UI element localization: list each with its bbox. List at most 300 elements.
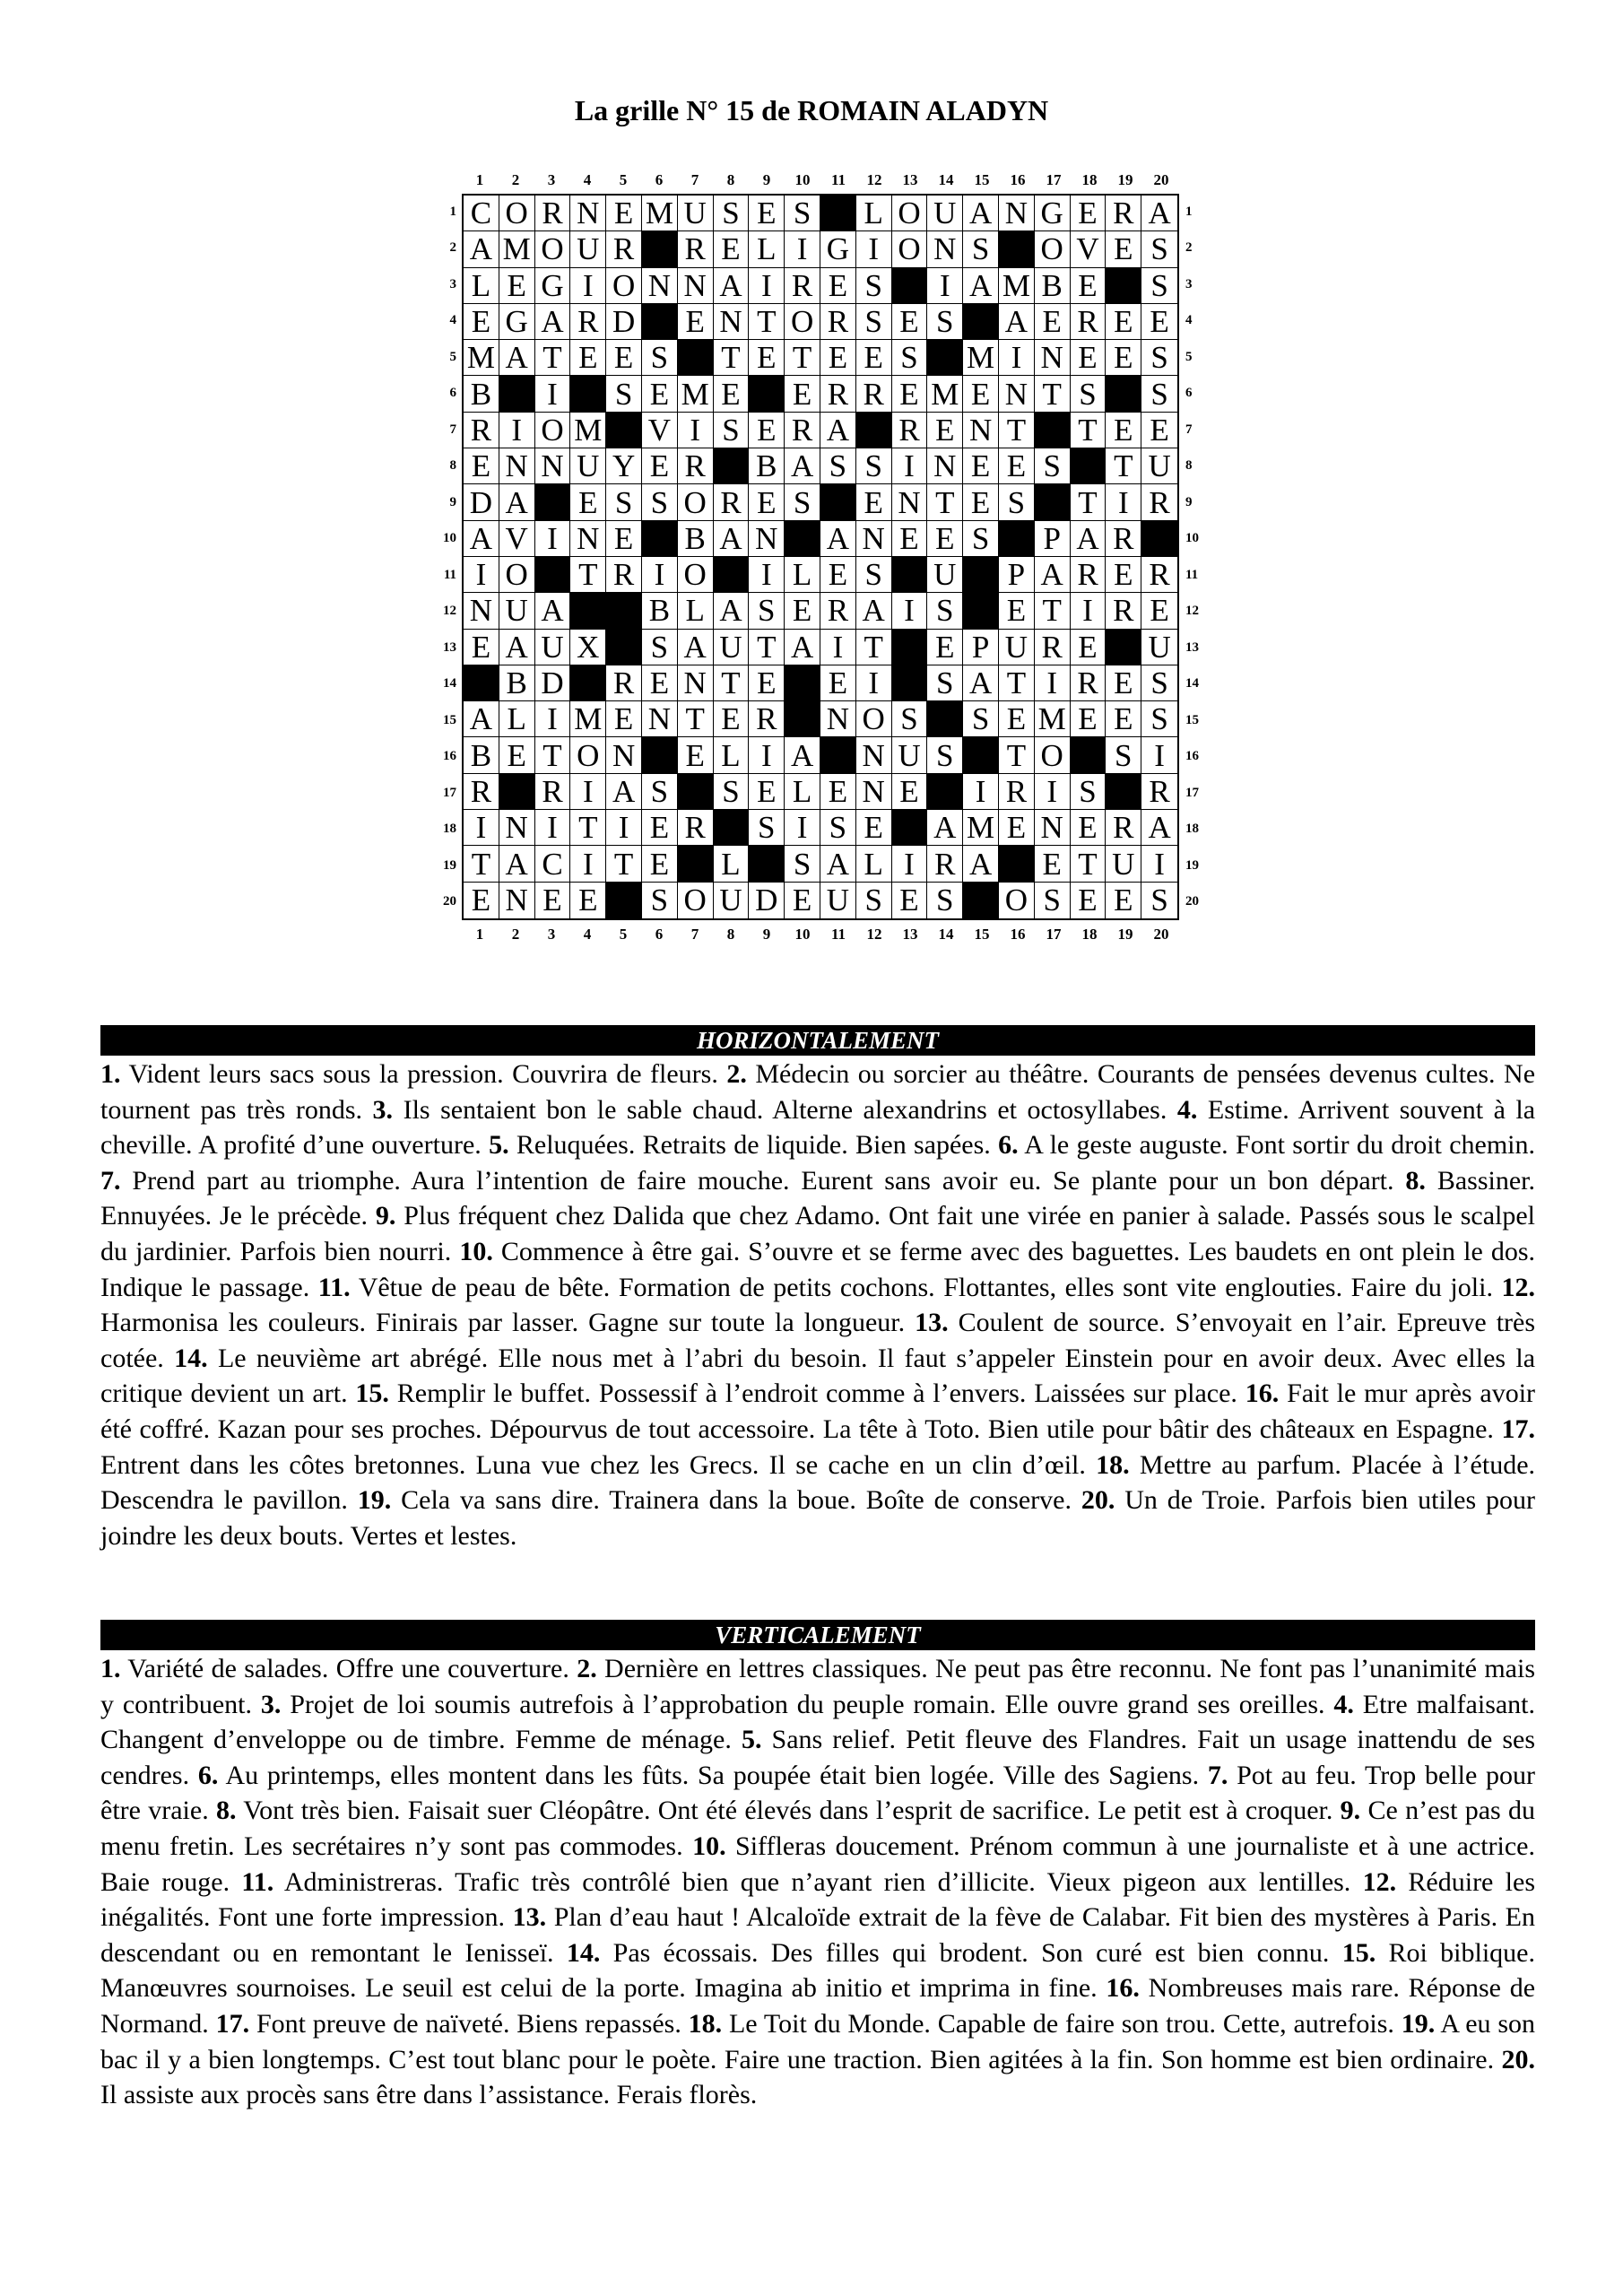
grid-cell: E — [1106, 665, 1141, 701]
grid-cell: I — [1106, 484, 1141, 520]
grid-cell: B — [464, 737, 499, 773]
grid-cell: R — [1141, 774, 1177, 810]
grid-cell: S — [714, 413, 750, 448]
clue-number: 3. — [372, 1094, 394, 1125]
row-number: 16 — [1185, 749, 1199, 764]
black-cell — [963, 557, 999, 593]
grid-cell: R — [856, 376, 892, 412]
grid-cell: T — [464, 846, 499, 882]
grid-cell: T — [749, 304, 785, 340]
clue-number: 10. — [692, 1831, 726, 1861]
clue-text: Variété de salades. Offre une couverture. — [127, 1654, 569, 1683]
grid-cell: E — [820, 268, 856, 304]
grid-cell: I — [892, 448, 928, 484]
black-cell — [606, 593, 642, 629]
row-number: 19 — [1185, 857, 1199, 873]
grid-cell: A — [785, 448, 820, 484]
column-number: 16 — [1010, 926, 1026, 943]
clue-number: 8. — [216, 1796, 237, 1826]
clue-number: 15. — [1341, 1937, 1376, 1968]
grid-cell: U — [570, 231, 606, 267]
grid-cell: A — [464, 701, 499, 737]
grid-cell: O — [856, 701, 892, 737]
grid-cell: G — [535, 268, 571, 304]
column-number: 10 — [794, 926, 811, 943]
grid-cell: R — [1106, 521, 1141, 557]
grid-cell: S — [927, 883, 963, 918]
grid-cell: C — [464, 196, 499, 231]
black-cell — [999, 521, 1035, 557]
grid-cell: A — [785, 630, 820, 665]
grid-cell: E — [1071, 883, 1107, 918]
black-cell — [999, 846, 1035, 882]
clue-text: Il assiste aux procès sans être dans l’assistance. Ferais florès. — [100, 2080, 758, 2110]
grid-cell: T — [999, 737, 1035, 773]
grid-cell: E — [1106, 231, 1141, 267]
grid-cell: E — [856, 810, 892, 846]
grid-cell: B — [499, 665, 535, 701]
column-number: 14 — [938, 926, 954, 943]
grid-cell: E — [892, 883, 928, 918]
grid-cell: D — [749, 883, 785, 918]
grid-cell: A — [606, 774, 642, 810]
grid-cell: L — [785, 774, 820, 810]
grid-cell: R — [1071, 557, 1107, 593]
grid-cell: E — [785, 883, 820, 918]
grid-cell: E — [892, 376, 928, 412]
clue-text: Entrent dans les côtes bretonnes. Luna vue chez les Grecs. Il se cache en un clin d’œil. — [100, 1449, 1086, 1480]
grid-cell: I — [856, 231, 892, 267]
clue-number: 9. — [375, 1201, 396, 1231]
column-number: 12 — [866, 926, 882, 943]
grid-cell: I — [1071, 593, 1107, 629]
grid-cell: E — [678, 304, 714, 340]
black-cell — [892, 810, 928, 846]
black-cell — [606, 883, 642, 918]
grid-cell: O — [678, 557, 714, 593]
clue-number: 10. — [459, 1236, 493, 1266]
grid-cell: E — [820, 340, 856, 376]
grid-cell: E — [642, 448, 678, 484]
grid-cell: T — [535, 340, 571, 376]
black-cell — [963, 883, 999, 918]
column-number: 9 — [762, 926, 771, 943]
black-cell — [642, 231, 678, 267]
row-number: 14 — [1185, 676, 1199, 691]
row-number: 13 — [443, 639, 456, 655]
grid-cell: N — [714, 304, 750, 340]
clue-number: 15. — [355, 1378, 389, 1409]
grid-cell: E — [892, 774, 928, 810]
column-number: 18 — [1081, 926, 1098, 943]
grid-cell: O — [1035, 231, 1071, 267]
clue-text: Réduire les inégalités. Font une forte impression. — [100, 1866, 1535, 1933]
row-number: 2 — [449, 240, 456, 256]
grid-cell: A — [1071, 521, 1107, 557]
row-numbers-left — [426, 194, 462, 920]
grid-cell: E — [1035, 304, 1071, 340]
column-number: 20 — [1153, 171, 1169, 188]
grid-cell: X — [570, 630, 606, 665]
clue-text: Le Toit du Monde. Capable de faire son trou. Cette, autrefois. — [728, 2008, 1394, 2039]
grid-cell: N — [499, 810, 535, 846]
grid-cell: T — [1071, 413, 1107, 448]
grid-cell: E — [606, 701, 642, 737]
horizontal-heading: HORIZONTALEMENT — [100, 1025, 1535, 1056]
grid-cell: E — [856, 340, 892, 376]
black-cell — [499, 774, 535, 810]
grid-cell: E — [749, 196, 785, 231]
row-number: 15 — [1185, 712, 1199, 727]
grid-cell: N — [927, 231, 963, 267]
grid-cell: A — [499, 630, 535, 665]
grid-cell: E — [1106, 340, 1141, 376]
grid-cell: E — [570, 340, 606, 376]
row-number: 12 — [443, 604, 456, 619]
black-cell — [785, 665, 820, 701]
column-number: 4 — [583, 926, 592, 943]
grid-cell: L — [678, 593, 714, 629]
grid-cell: E — [1141, 593, 1177, 629]
grid-cell: A — [963, 268, 999, 304]
grid-cell: U — [927, 196, 963, 231]
row-number: 1 — [1185, 204, 1193, 219]
grid-cell: A — [785, 737, 820, 773]
grid-cell: S — [820, 448, 856, 484]
grid-cell: R — [606, 231, 642, 267]
grid-cell: O — [535, 413, 571, 448]
clue-text: Bassiner. Ennuyées. Je le précède. — [100, 1165, 1536, 1231]
row-number: 8 — [449, 458, 456, 474]
black-cell — [892, 557, 928, 593]
clue-text: Nombreuses mais rare. Réponse de Normand. — [100, 1973, 1536, 2039]
column-numbers-top — [462, 167, 1179, 194]
grid-cell: T — [1071, 484, 1107, 520]
grid-cell: L — [856, 846, 892, 882]
clue-text: Projet de loi soumis autrefois à l’approbation du peuple romain. Elle ouvre grand ses oreilles. — [290, 1689, 1325, 1719]
clue-text: Fait le mur après avoir été coffré. Kazan pour ses proches. Dépourvus de tout accessoire. La tête à Toto. Bien utile pour bâtir des châteaux en Espagne. — [100, 1378, 1536, 1444]
column-number: 9 — [762, 171, 771, 188]
grid-cell: S — [856, 268, 892, 304]
grid-cell: S — [1141, 701, 1177, 737]
grid-cell: R — [1035, 630, 1071, 665]
grid-cell: S — [749, 593, 785, 629]
grid-cell: S — [1035, 448, 1071, 484]
grid-cell: S — [856, 557, 892, 593]
grid-cell: N — [499, 448, 535, 484]
clue-number: 3. — [260, 1689, 282, 1719]
clue-text: Un de Troie. Parfois bien utiles pour joindre les deux bouts. Vertes et lestes. — [100, 1485, 1536, 1551]
grid-cell: S — [785, 846, 820, 882]
grid-cell: B — [678, 521, 714, 557]
grid-cell: T — [999, 413, 1035, 448]
grid-cell: E — [963, 484, 999, 520]
grid-cell: T — [570, 557, 606, 593]
clue-number: 4. — [1333, 1689, 1354, 1719]
grid-cell: E — [820, 774, 856, 810]
row-number: 17 — [1185, 785, 1199, 800]
grid-cell: O — [535, 231, 571, 267]
clue-number: 19. — [357, 1485, 392, 1516]
grid-cell: S — [1141, 340, 1177, 376]
row-number: 17 — [443, 785, 456, 800]
clue-text: Vont très bien. Faisait suer Cléopâtre. Ont été élevés dans l’esprit de sacrifice. Le petit est à croquer. — [243, 1796, 1333, 1826]
clue-number: 20. — [1501, 2044, 1535, 2074]
grid-cell: T — [785, 340, 820, 376]
grid-cell: E — [1071, 701, 1107, 737]
grid-cell: S — [927, 737, 963, 773]
grid-cell: B — [642, 593, 678, 629]
grid-cell: I — [927, 268, 963, 304]
grid-cell: T — [1071, 846, 1107, 882]
grid-cell: N — [678, 268, 714, 304]
grid-cell: S — [1071, 774, 1107, 810]
grid-cell: S — [963, 701, 999, 737]
black-cell — [1035, 484, 1071, 520]
grid-cell: N — [570, 521, 606, 557]
black-cell — [892, 268, 928, 304]
column-number: 17 — [1046, 171, 1062, 188]
grid-cell: O — [892, 231, 928, 267]
grid-cell: M — [570, 413, 606, 448]
clue-number: 16. — [1245, 1378, 1280, 1409]
black-cell — [570, 665, 606, 701]
vertical-heading: VERTICALEMENT — [100, 1620, 1535, 1650]
black-cell — [678, 846, 714, 882]
grid-cell: S — [856, 304, 892, 340]
grid-cell: I — [999, 340, 1035, 376]
grid-cell: O — [499, 196, 535, 231]
grid-cell: E — [1106, 304, 1141, 340]
grid-cell: V — [499, 521, 535, 557]
grid-cell: L — [499, 701, 535, 737]
grid-cell: U — [892, 737, 928, 773]
page-title: La grille N° 15 de ROMAIN ALADYN — [574, 94, 1049, 126]
clue-text: Siffleras doucement. Prénom commun à une journaliste et à une actrice. Baie rouge. — [100, 1831, 1535, 1897]
grid-cell: S — [927, 665, 963, 701]
black-cell — [749, 846, 785, 882]
grid-cell: O — [499, 557, 535, 593]
grid-cell: T — [856, 630, 892, 665]
grid-cell: M — [963, 340, 999, 376]
grid-cell: N — [535, 448, 571, 484]
grid-cell: M — [927, 376, 963, 412]
clue-number: 5. — [489, 1130, 509, 1161]
grid-cell: R — [678, 810, 714, 846]
black-cell — [714, 810, 750, 846]
grid-cell: S — [1141, 231, 1177, 267]
grid-cell: I — [1035, 774, 1071, 810]
grid-cell: O — [892, 196, 928, 231]
grid-cell: N — [856, 774, 892, 810]
grid-cell: A — [1141, 196, 1177, 231]
clue-number: 17. — [215, 2008, 250, 2039]
black-cell — [678, 340, 714, 376]
grid-cell: A — [499, 484, 535, 520]
grid-cell: A — [499, 340, 535, 376]
grid-cell: N — [1035, 340, 1071, 376]
grid-cell: P — [999, 557, 1035, 593]
grid-cell: I — [535, 810, 571, 846]
grid-cell: E — [642, 846, 678, 882]
grid-cell: S — [963, 231, 999, 267]
clue-text: Plus fréquent chez Dalida que chez Adamo. Ont fait une virée en panier à salade. Passés sous le scalpel du jardinier. Parfois bien nourri. — [100, 1201, 1536, 1266]
grid-cell: I — [892, 846, 928, 882]
black-cell — [785, 521, 820, 557]
grid-cell: I — [464, 810, 499, 846]
grid-cell: A — [999, 304, 1035, 340]
clue-text: Vêtue de peau de bête. Formation de petits cochons. Flottantes, elles sont vite englouties. Faire du joli. — [358, 1272, 1493, 1302]
grid-cell: I — [785, 810, 820, 846]
grid-cell: I — [1141, 737, 1177, 773]
grid-cell: U — [535, 630, 571, 665]
clue-number: 17. — [1501, 1413, 1536, 1444]
grid-cell: I — [749, 557, 785, 593]
clue-text: A eu son bac il y a bien longtemps. C’est tout blanc pour le poète. Faire une traction. Bien agitées à la fin. Son homme est bien ordinaire. — [100, 2008, 1535, 2074]
grid-cell: A — [1141, 810, 1177, 846]
black-cell — [927, 701, 963, 737]
black-cell — [499, 376, 535, 412]
clue-text: Sans relief. Petit fleuve des Flandres. Fait un usage inattendu de ses cendres. — [100, 1725, 1535, 1790]
grid-cell: T — [714, 665, 750, 701]
clue-text: Cela va sans dire. Trainera dans la boue. Boîte de conserve. — [401, 1485, 1072, 1516]
row-number: 3 — [1185, 276, 1193, 291]
clue-number: 9. — [1340, 1796, 1361, 1826]
clue-text: Commence à être gai. S’ouvre et se ferme avec des baguettes. Les baudets en ont plein le dos. Indique le passage. — [100, 1236, 1536, 1302]
grid-cell: N — [642, 268, 678, 304]
grid-cell: T — [1106, 448, 1141, 484]
grid-cell: N — [678, 665, 714, 701]
clue-text: Etre malfaisant. Changent d’enveloppe ou de timbre. Femme de ménage. — [100, 1689, 1536, 1755]
grid-cell: E — [820, 665, 856, 701]
grid-cell: I — [892, 593, 928, 629]
row-numbers-right — [1182, 194, 1218, 920]
grid-cell: E — [785, 376, 820, 412]
clue-number: 6. — [998, 1130, 1019, 1161]
column-number: 10 — [794, 171, 811, 188]
clue-number: 20. — [1081, 1485, 1115, 1516]
grid-cell: E — [535, 883, 571, 918]
grid-cell: R — [464, 774, 499, 810]
grid-cell: O — [678, 883, 714, 918]
grid-cell: M — [678, 376, 714, 412]
grid-cell: E — [714, 701, 750, 737]
grid-cell: M — [1035, 701, 1071, 737]
grid-cell: U — [927, 557, 963, 593]
grid-cell: R — [1071, 304, 1107, 340]
black-cell — [1141, 521, 1177, 557]
grid-cell: S — [1141, 268, 1177, 304]
grid-cell: S — [1141, 665, 1177, 701]
grid-cell: E — [570, 883, 606, 918]
black-cell — [606, 413, 642, 448]
grid-cell: G — [499, 304, 535, 340]
black-cell — [464, 665, 499, 701]
clue-number: 7. — [100, 1165, 121, 1196]
clue-text: Médecin ou sorcier au théâtre. Courants de pensées devenus cultes. Ne tournent pas très ronds. — [100, 1059, 1536, 1125]
grid-cell: U — [714, 630, 750, 665]
black-cell — [1106, 268, 1141, 304]
black-cell — [535, 484, 571, 520]
column-number: 17 — [1046, 926, 1062, 943]
grid-cell: N — [892, 484, 928, 520]
clue-text: Plan d’eau haut ! Alcaloïde extrait de la fève de Calabar. Fit bien des mystères à Paris. En descendant ou en remontant le Ienisseï. — [100, 1902, 1536, 1968]
grid-cell: Y — [606, 448, 642, 484]
grid-cell: S — [642, 883, 678, 918]
grid-cell: E — [999, 593, 1035, 629]
black-cell — [678, 774, 714, 810]
clue-text: Coulent de source. S’envoyait en l’air. Epreuve très cotée. — [100, 1308, 1536, 1373]
grid-cell: E — [927, 630, 963, 665]
grid-cell: E — [499, 737, 535, 773]
grid-cell: T — [927, 484, 963, 520]
row-number: 20 — [1185, 894, 1199, 909]
grid-cell: A — [927, 810, 963, 846]
grid-cell: N — [999, 196, 1035, 231]
grid-cell: B — [1035, 268, 1071, 304]
grid-cell: S — [642, 340, 678, 376]
grid-cell: S — [714, 196, 750, 231]
grid-cell: U — [499, 593, 535, 629]
clue-text: Remplir le buffet. Possessif à l’endroit comme à l’envers. Laissées sur place. — [396, 1378, 1237, 1409]
clue-number: 8. — [1405, 1165, 1426, 1196]
grid-cell: L — [749, 231, 785, 267]
grid-cell: N — [963, 413, 999, 448]
grid-cell: E — [1106, 701, 1141, 737]
grid-cell: T — [678, 701, 714, 737]
grid-cell: E — [820, 557, 856, 593]
row-number: 6 — [449, 386, 456, 401]
grid-cell: E — [606, 340, 642, 376]
grid-cell: R — [749, 701, 785, 737]
black-cell — [570, 593, 606, 629]
grid-cell: R — [606, 557, 642, 593]
grid-cell: A — [535, 304, 571, 340]
black-cell — [927, 774, 963, 810]
grid-cell: S — [714, 774, 750, 810]
grid-cell: G — [1035, 196, 1071, 231]
clue-text: Reluquées. Retraits de liquide. Bien sapées. — [516, 1130, 991, 1161]
column-numbers-bottom — [462, 921, 1179, 948]
grid-cell: O — [999, 883, 1035, 918]
grid-cell: E — [927, 413, 963, 448]
clue-number: 11. — [317, 1272, 351, 1302]
clue-text: Vident leurs sacs sous la pression. Couvrira de fleurs. — [128, 1059, 718, 1089]
vertical-clues — [100, 1651, 1535, 2113]
grid-cell: A — [714, 268, 750, 304]
grid-cell: V — [1071, 231, 1107, 267]
grid-cell: R — [1106, 196, 1141, 231]
clue-text: Ils sentaient bon le sable chaud. Alterne alexandrins et octosyllabes. — [403, 1094, 1167, 1125]
row-number: 1 — [449, 204, 456, 219]
grid-cell: E — [642, 376, 678, 412]
grid-cell: E — [892, 521, 928, 557]
grid-cell: O — [1035, 737, 1071, 773]
grid-cell: A — [464, 231, 499, 267]
black-cell — [820, 484, 856, 520]
grid-cell: A — [1035, 557, 1071, 593]
grid-cell: S — [963, 521, 999, 557]
grid-cell: T — [570, 810, 606, 846]
grid-cell: A — [678, 630, 714, 665]
column-number: 7 — [690, 926, 699, 943]
grid-cell: S — [642, 774, 678, 810]
grid-cell: D — [535, 665, 571, 701]
grid-cell: E — [678, 737, 714, 773]
grid-cell: D — [464, 484, 499, 520]
grid-cell: U — [1141, 630, 1177, 665]
grid-cell: A — [963, 196, 999, 231]
